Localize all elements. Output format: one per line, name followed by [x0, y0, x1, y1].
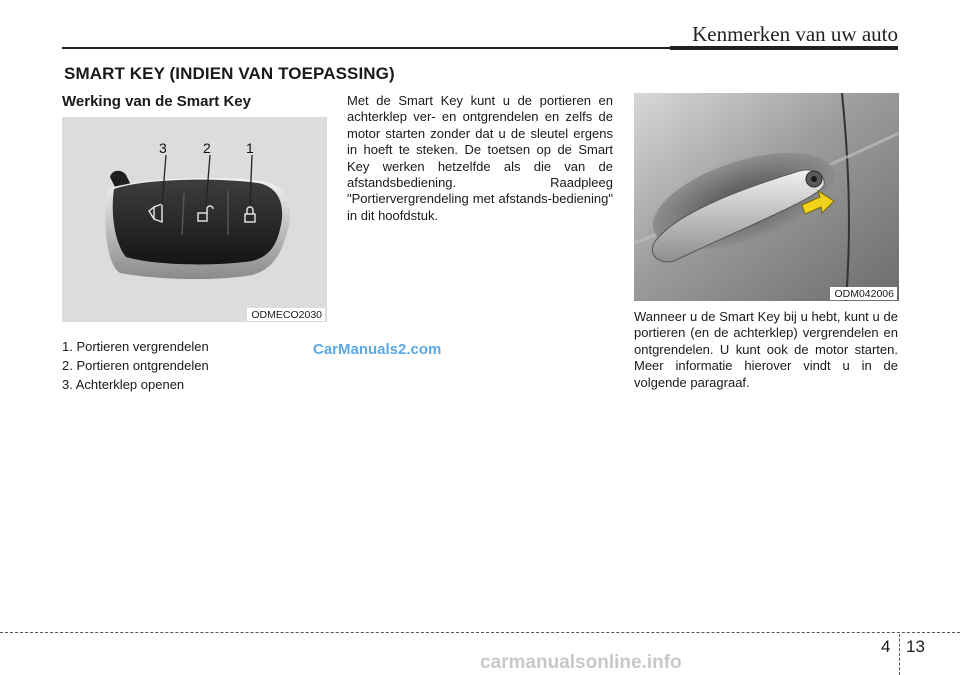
callout-1: 1 — [246, 140, 254, 156]
smart-key-illustration — [62, 117, 327, 322]
smart-key-proximity-text: Wanneer u de Smart Key bij u hebt, kunt u de portieren (en de achterklep) vergrendelen en ontgrendelen. U kunt ook de motor starten. Meer informatie hierover vindt u in de volgende paragraaf. — [634, 309, 898, 390]
button-legend — [62, 337, 209, 394]
callout-2: 2 — [203, 140, 211, 156]
watermark-link[interactable]: CarManuals2.com — [313, 341, 442, 358]
subheading: Werking van de Smart Key — [62, 93, 251, 110]
legend-item: 1. Portieren vergrendelen — [62, 339, 209, 354]
page-number-divider — [899, 634, 900, 675]
page-number: 13 — [906, 637, 925, 656]
site-footer-watermark[interactable]: carmanualsonline.info — [480, 652, 682, 673]
smart-key-description: Met de Smart Key kunt u de portieren en achterklep ver- en ontgrendelen en zelfs de motor starten zonder dat u de sleutel ergens in hoeft te steken. De toetsen op de Smart Key werken hetzelfde als die van de afstandsbediening. Raadpleeg "Portiervergrendeling met afstands-bediening" in dit hoofdstuk. — [347, 93, 613, 223]
footer-rule — [0, 632, 960, 633]
legend-item: 3. Achterklep openen — [62, 377, 185, 392]
keyhole-icon — [806, 171, 822, 187]
key-body — [113, 180, 282, 265]
figure-code: ODMECO2030 — [247, 308, 325, 321]
door-handle-photo — [634, 93, 899, 301]
legend-item: 2. Portieren ontgrendelen — [62, 358, 209, 373]
header-rule-accent — [670, 46, 898, 50]
running-header: Kenmerken van uw auto — [692, 22, 898, 46]
section-title: SMART KEY (INDIEN VAN TOEPASSING) — [64, 64, 395, 83]
figure-code: ODM042006 — [830, 287, 897, 300]
callout-3: 3 — [159, 140, 167, 156]
chapter-number: 4 — [881, 637, 891, 656]
